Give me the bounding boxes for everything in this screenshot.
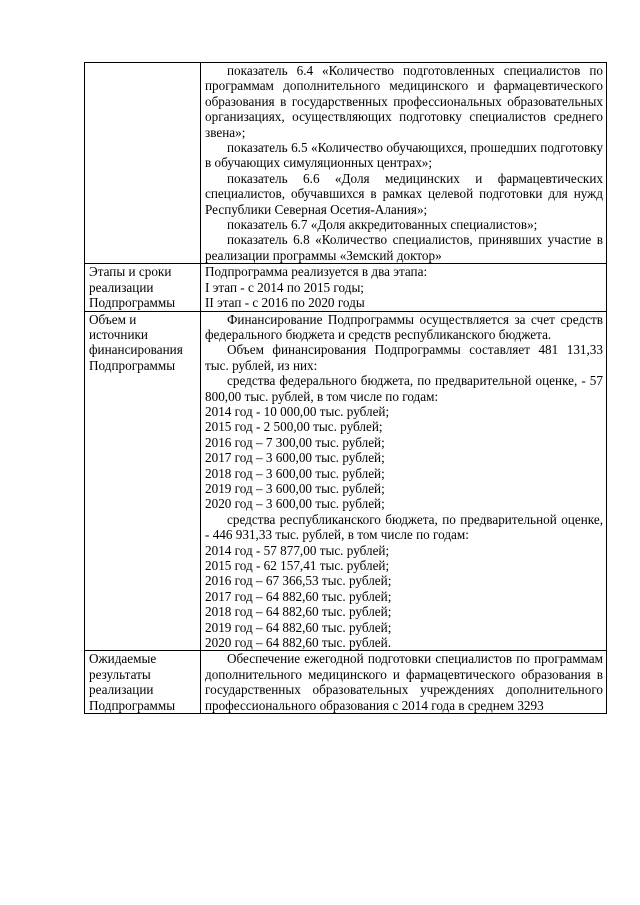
- results-cell: [201, 651, 607, 714]
- funding-paragraph: Финансирование Подпрограммы осуществляется за счет средств федерального бюджета и средств республиканского бюджета.: [205, 311, 603, 342]
- federal-year-line: 2018 год – 3 600,00 тыс. рублей;: [205, 465, 385, 481]
- republic-year-line: 2018 год – 64 882,60 тыс. рублей;: [205, 604, 392, 620]
- federal-year-line: 2015 год - 2 500,00 тыс. рублей;: [205, 419, 383, 435]
- indicator-item: показатель 6.7 «Доля аккредитованных специалистов»;: [227, 217, 538, 233]
- federal-year-line: 2017 год – 3 600,00 тыс. рублей;: [205, 450, 385, 466]
- table-row: [85, 651, 607, 714]
- federal-year-line: 2014 год - 10 000,00 тыс. рублей;: [205, 403, 390, 419]
- stages-intro: Подпрограмма реализуется в два этапа:: [205, 264, 428, 280]
- federal-year-line: 2019 год – 3 600,00 тыс. рублей;: [205, 480, 385, 496]
- republic-year-line: 2020 год – 64 882,60 тыс. рублей.: [205, 635, 391, 651]
- row-label-cell: [85, 63, 201, 264]
- table-row: [85, 311, 607, 651]
- stage-1: I этап - с 2014 по 2015 годы;: [205, 279, 364, 295]
- indicator-item: показатель 6.4 «Количество подготовленных специалистов по программам дополнительного медицинского и фармацевтического образования в государственных профессиональных образовательных организациях, осуществляющих подготовку специалистов среднего звена»;: [205, 63, 603, 140]
- program-passport-table: [84, 62, 607, 714]
- results-text: Обеспечение ежегодной подготовки специалистов по программам дополнительного медицинского и фармацевтического образования в государственных образовательных учреждениях дополнительного профессионального образования с 2014 года в среднем 3293: [205, 651, 603, 713]
- stages-cell: [201, 264, 607, 311]
- republic-intro: средства республиканского бюджета, по предварительной оценке, - 446 931,33 тыс. рублей, в том числе по годам:: [205, 511, 603, 543]
- republic-year-line: 2019 год – 64 882,60 тыс. рублей;: [205, 619, 392, 635]
- federal-year-line: 2016 год – 7 300,00 тыс. рублей;: [205, 434, 385, 450]
- federal-year-line: 2020 год – 3 600,00 тыс. рублей;: [205, 496, 385, 512]
- funding-label: Объем и источники финансирования Подпрограммы: [85, 311, 201, 651]
- table-row: [85, 264, 607, 311]
- stage-2: II этап - с 2016 по 2020 годы: [205, 295, 365, 311]
- funding-total: Объем финансирования Подпрограммы составляет 481 131,33 тыс. рублей, из них:: [205, 342, 603, 373]
- table-row: [85, 63, 607, 264]
- republic-year-line: 2017 год – 64 882,60 тыс. рублей;: [205, 588, 392, 604]
- republic-year-line: 2014 год - 57 877,00 тыс. рублей;: [205, 542, 390, 558]
- indicators-cell: [201, 63, 607, 264]
- republic-year-line: 2015 год - 62 157,41 тыс. рублей;: [205, 558, 390, 573]
- federal-intro: средства федерального бюджета, по предварительной оценке, - 57 800,00 тыс. рублей, в том числе по годам:: [205, 373, 603, 404]
- indicator-item: показатель 6.6 «Доля медицинских и фармацевтических специалистов, обучавшихся в рамках целевой подготовки для нужд Республики Северная Осетия-Алания»;: [205, 170, 603, 217]
- republic-year-line: 2016 год – 67 366,53 тыс. рублей;: [205, 573, 392, 589]
- stages-label: Этапы и сроки реализации Подпрограммы: [85, 264, 201, 311]
- indicator-item: показатель 6.5 «Количество обучающихся, прошедших подготовку в обучающих симуляционных центрах»;: [205, 140, 603, 171]
- results-label: Ожидаемые результаты реализации Подпрограммы: [85, 651, 201, 714]
- funding-cell: [201, 311, 607, 651]
- indicator-item: показатель 6.8 «Количество специалистов, принявших участие в реализации программы «Земский доктор»: [205, 232, 603, 263]
